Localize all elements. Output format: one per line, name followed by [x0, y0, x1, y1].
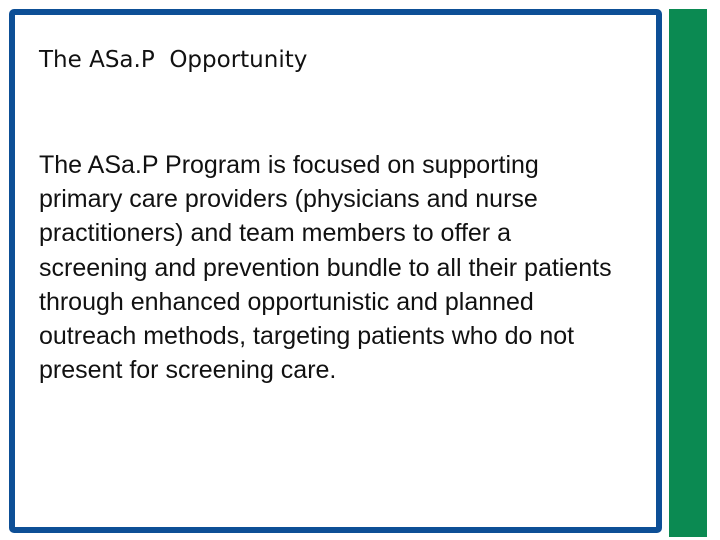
slide-body-text: The ASa.P Program is focused on supporting primary care providers (physicians and nurse practitioners) and team members to offer a screening and prevention bundle to all their patients through enhanced opportunistic and planned outreach methods, targeting patients who do not present for screening care. [39, 151, 612, 385]
slide-title: The ASa.P Opportunity [39, 47, 308, 73]
green-accent-bar [669, 9, 707, 537]
